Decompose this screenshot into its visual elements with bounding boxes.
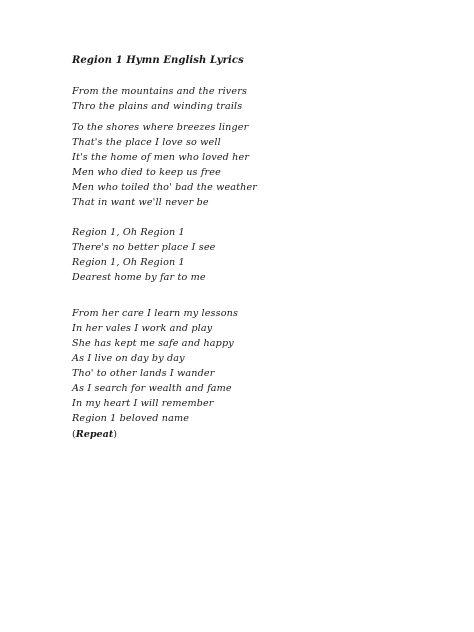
- lyric-line: From her care I learn my lessons: [72, 308, 239, 319]
- lyric-line: From the mountains and the rivers: [72, 86, 248, 97]
- lyric-line: Region 1 beloved name: [72, 413, 190, 424]
- lyric-line: She has kept me safe and happy: [72, 338, 234, 349]
- lyric-line: It's the home of men who loved her: [72, 152, 250, 163]
- document-title: Region 1 Hymn English Lyrics: [72, 55, 244, 66]
- chorus-line: Dearest home by far to me: [72, 272, 206, 283]
- repeat-label: Repeat: [75, 429, 114, 440]
- lyric-line: In my heart I will remember: [72, 398, 214, 409]
- lyric-line: In her vales I work and play: [72, 323, 213, 334]
- lyric-line: That's the place I love so well: [72, 137, 221, 148]
- lyric-line: To the shores where breezes linger: [72, 122, 249, 133]
- lyric-line: As I search for wealth and fame: [72, 383, 232, 394]
- chorus-line: Region 1, Oh Region 1: [72, 257, 185, 268]
- lyric-line: As I live on day by day: [72, 353, 185, 364]
- lyric-line: Men who toiled tho' bad the weather: [72, 182, 258, 193]
- lyric-line: Tho' to other lands I wander: [72, 368, 215, 379]
- lyric-line: Men who died to keep us free: [72, 167, 221, 178]
- repeat-close-paren: ): [113, 429, 118, 440]
- lyric-line: Thro the plains and winding trails: [72, 101, 243, 112]
- repeat-note: [72, 429, 117, 440]
- repeat-open-paren: (: [72, 429, 76, 440]
- lyric-line: That in want we'll never be: [72, 197, 209, 208]
- chorus-line: There's no better place I see: [72, 242, 216, 253]
- chorus-line: Region 1, Oh Region 1: [72, 227, 185, 238]
